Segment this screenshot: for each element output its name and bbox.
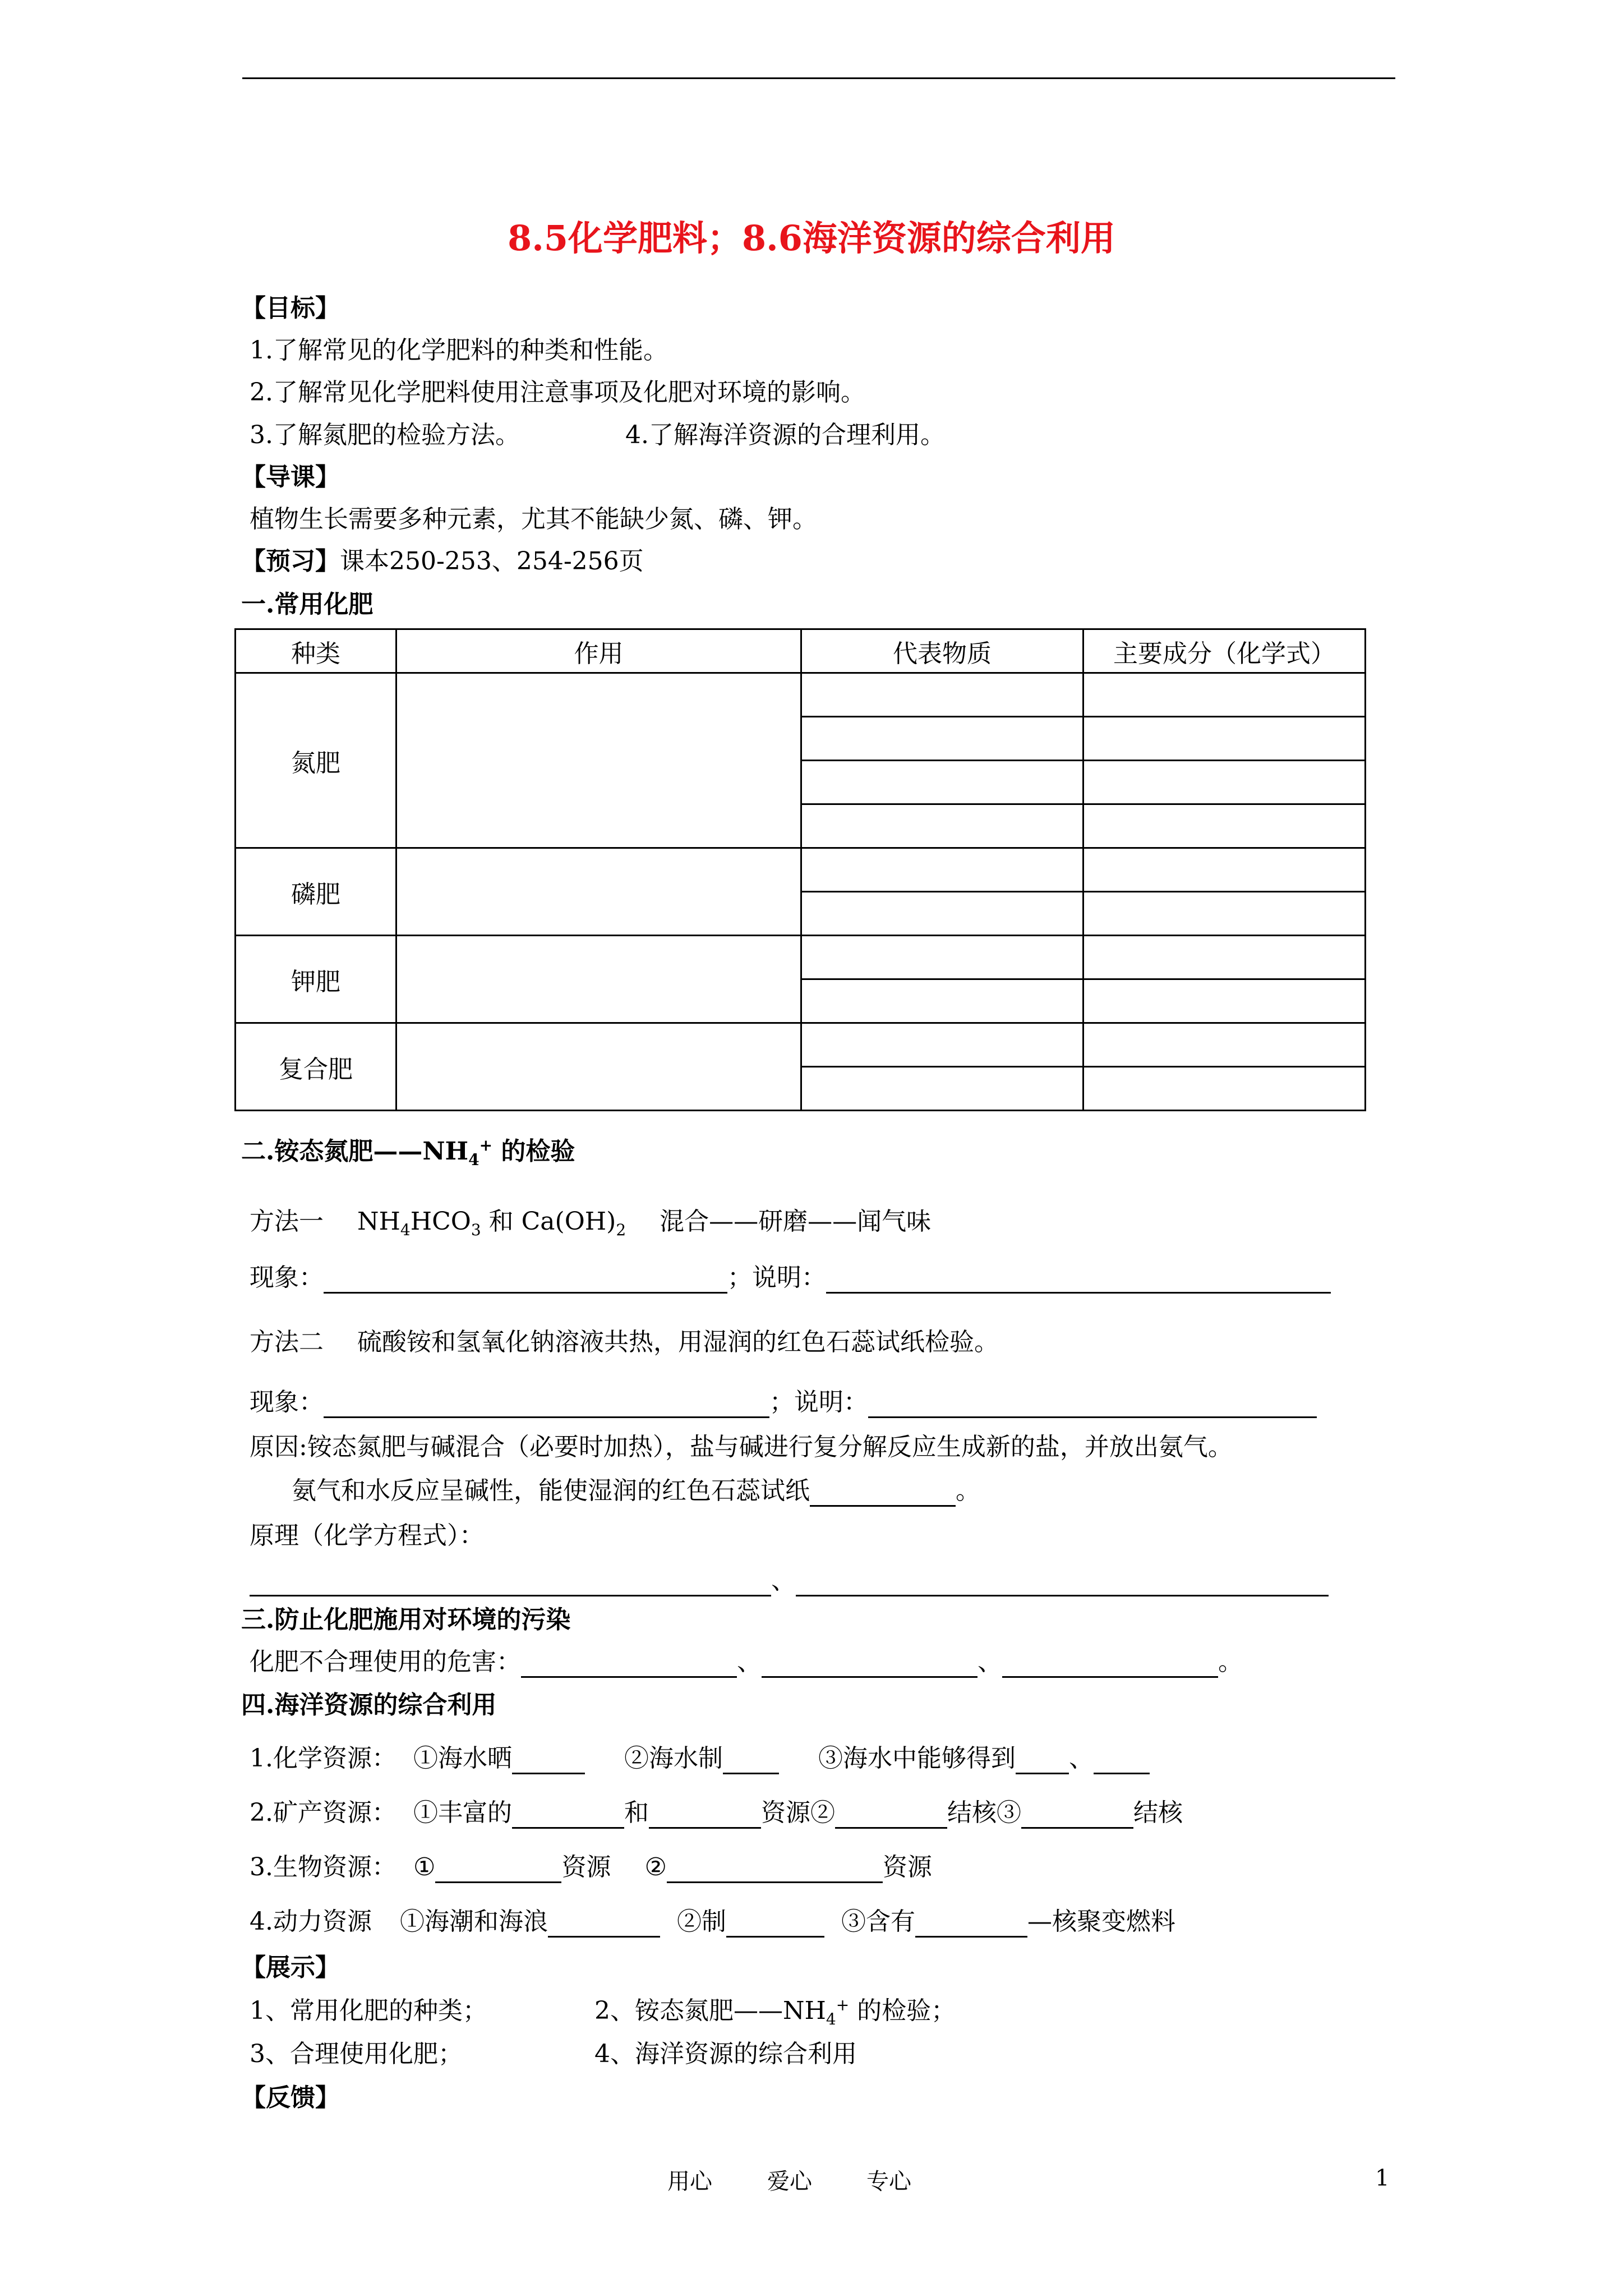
row-label-compound: 复合肥 (236, 1023, 396, 1111)
blank[interactable] (1094, 1748, 1150, 1774)
blank[interactable] (915, 1911, 1027, 1938)
goals-heading: 【目标】 (241, 294, 340, 323)
table-cell (396, 936, 801, 1023)
goal-item-4: 4.了解海洋资源的合理利用。 (625, 421, 945, 449)
bio-resources-line: 3.生物资源： ① 资源 ② 资源 (250, 1852, 932, 1883)
equation-line: 、 (250, 1565, 1329, 1596)
method1-steps: 混合——研磨——闻气味 (660, 1207, 932, 1236)
table-cell (1083, 717, 1366, 761)
page-number: 1 (1375, 2165, 1390, 2191)
power-resources-line: 4.动力资源 ①海潮和海浪 ②制 ③含有 —核聚变燃料 (250, 1906, 1175, 1938)
table-cell (801, 848, 1083, 892)
table-cell (1083, 848, 1366, 892)
section2-heading: 二.铵态氮肥$——NH_4^+$ 的检验 (241, 1136, 575, 1169)
explanation-blank-2[interactable] (868, 1392, 1317, 1418)
table-cell (1083, 804, 1366, 848)
phenomenon-blank-1[interactable] (324, 1267, 727, 1294)
reason-line-1: 原因:铵态氮肥与碱混合（必要时加热），盐与碱进行复分解反应生成新的盐，并放出氨气。 (250, 1433, 1233, 1461)
blank[interactable] (723, 1748, 779, 1774)
method2-answer-line: 现象： ；说明： (250, 1387, 1317, 1418)
feedback-heading: 【反馈】 (241, 2083, 340, 2112)
header-rule (242, 77, 1395, 79)
explanation-blank-1[interactable] (826, 1267, 1331, 1294)
table-cell (396, 848, 801, 936)
header-cell-type: 种类 (236, 629, 396, 673)
table-cell (1083, 761, 1366, 804)
blank[interactable] (512, 1748, 585, 1774)
fertilizer-table (234, 628, 1366, 1111)
table-cell (801, 936, 1083, 979)
harm-blank-1[interactable] (521, 1651, 737, 1678)
preview-text: 课本250-253、254-256页 (340, 547, 644, 576)
show-item-1: 1、常用化肥的种类； (250, 1996, 487, 2025)
formula-nh4hco3: $NH_4HCO_3$ (357, 1207, 481, 1239)
row-label-potassium: 钾肥 (236, 936, 396, 1023)
blank[interactable] (1016, 1748, 1069, 1774)
show-heading: 【展示】 (241, 1953, 340, 1982)
litmus-blank[interactable] (810, 1480, 956, 1507)
chemical-resources-line: 1.化学资源： ①海水晒 ②海水制 ③海水中能够得到 、 (250, 1743, 1150, 1774)
mineral-resources-line: 2.矿产资源： ①丰富的 和 资源② 结核③ 结核 (250, 1797, 1183, 1829)
intro-heading: 【导课】 (241, 463, 340, 491)
blank[interactable] (1021, 1802, 1133, 1829)
table-row (236, 848, 1366, 892)
table-cell (1083, 979, 1366, 1023)
blank[interactable] (667, 1857, 883, 1883)
table-cell (801, 761, 1083, 804)
blank[interactable] (435, 1857, 561, 1883)
blank[interactable] (512, 1802, 624, 1829)
goal-item-1: 1.了解常见的化学肥料的种类和性能。 (250, 336, 668, 365)
show-item-4: 4、海洋资源的综合利用 (594, 2040, 857, 2068)
footer-motto-2: 爱心 (767, 2169, 812, 2194)
reason-line-2: 氨气和水反应呈碱性，能使湿润的红色石蕊试纸 。 (292, 1475, 980, 1507)
header-cell-formula: 主要成分（化学式） (1083, 629, 1366, 673)
table-cell (1083, 1023, 1366, 1067)
equation-blank-2[interactable] (796, 1570, 1329, 1596)
table-cell (1083, 936, 1366, 979)
method1-answer-line: 现象： ；说明： (250, 1262, 1331, 1294)
show-item-3: 3、合理使用化肥； (250, 2040, 463, 2068)
harm-blank-2[interactable] (762, 1651, 978, 1678)
method1-label: 方法一 (250, 1207, 324, 1236)
blank[interactable] (649, 1802, 761, 1829)
table-cell (1083, 892, 1366, 936)
footer-motto-3: 专心 (866, 2169, 911, 2194)
table-cell (801, 673, 1083, 717)
table-cell (801, 1023, 1083, 1067)
row-label-phosphorus: 磷肥 (236, 848, 396, 936)
goal-item-3: 3.了解氮肥的检验方法。 (250, 421, 520, 449)
table-cell (396, 1023, 801, 1111)
footer-motto-1: 用心 (667, 2169, 712, 2194)
harm-line: 化肥不合理使用的危害： 、 、 。 (250, 1646, 1243, 1678)
row-label-nitrogen: 氮肥 (236, 673, 396, 848)
table-cell (1083, 673, 1366, 717)
section3-heading: 三.防止化肥施用对环境的污染 (241, 1605, 571, 1634)
formula-caoh2: $Ca(OH)_2$ (521, 1207, 626, 1239)
blank[interactable] (548, 1911, 660, 1938)
principle-label: 原理（化学方程式）： (250, 1521, 484, 1550)
table-row (236, 673, 1366, 717)
phenomenon-blank-2[interactable] (324, 1392, 769, 1418)
equation-blank-1[interactable] (250, 1570, 771, 1596)
table-cell (801, 1067, 1083, 1111)
table-cell (801, 717, 1083, 761)
table-header-row (236, 629, 1366, 673)
table-cell (801, 892, 1083, 936)
header-cell-example: 代表物质 (801, 629, 1083, 673)
section1-heading: 一.常用化肥 (241, 590, 374, 619)
page-title: 8.5化学肥料；8.6海洋资源的综合利用 (508, 218, 1115, 259)
show-item-2: 2、铵态氮肥$——NH_4^+$ 的检验； (594, 1995, 956, 2028)
table-cell (801, 804, 1083, 848)
blank[interactable] (726, 1911, 824, 1938)
table-cell (1083, 1067, 1366, 1111)
header-cell-function: 作用 (396, 629, 801, 673)
blank[interactable] (835, 1802, 947, 1829)
preview-heading: 【预习】 (241, 547, 340, 576)
table-row (236, 1023, 1366, 1067)
table-cell (801, 979, 1083, 1023)
section4-heading: 四.海洋资源的综合利用 (241, 1691, 497, 1719)
goal-item-2: 2.了解常见化学肥料使用注意事项及化肥对环境的影响。 (250, 378, 865, 407)
table-cell (396, 673, 801, 848)
method1-line: 方法一 $NH_4HCO_3$ 和 $Ca(OH)_2$ 混合——研磨——闻气味 (250, 1207, 932, 1239)
method2-line: 方法二 硫酸铵和氢氧化钠溶液共热，用湿润的红色石蕊试纸检验。 (250, 1328, 999, 1356)
intro-text: 植物生长需要多种元素，尤其不能缺少氮、磷、钾。 (250, 505, 817, 533)
table-row (236, 936, 1366, 979)
harm-blank-3[interactable] (1002, 1651, 1218, 1678)
